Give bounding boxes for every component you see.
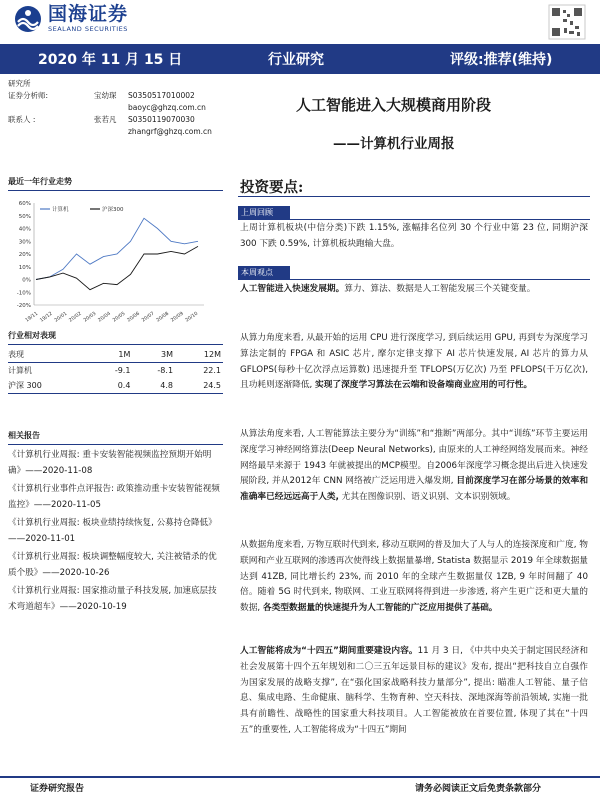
header-banner [0,44,600,74]
analyst-row [8,102,223,114]
x-tick-label: 19/12 [39,311,54,324]
trend-chart-svg [8,197,208,325]
divider [290,279,590,280]
analyst-info [8,78,223,138]
legend-label: 计算机 [52,207,69,213]
footer-disclaimer: 请务必阅读正文后免责条款部分 [415,784,542,794]
report-date: 2020 年 11 月 15 日 [38,52,183,68]
logo-name: 国海证券 [48,3,129,25]
x-tick-label: 20/01 [54,311,69,324]
series-line-csi300 [36,246,198,289]
institute-label: 研究所 [8,79,31,88]
analyst-row: 联系人 : 张若凡 S0350119070030 [8,115,195,124]
section-tag-view: 本周观点 [238,266,290,280]
y-tick-label: 60% [18,201,31,207]
performance-table [8,347,223,394]
related-reports-title: 相关报告 [8,430,223,445]
analyst-email[interactable]: baoyc@ghzq.com.cn [128,103,206,112]
view-paragraph-4: 从数据角度来看, 万物互联时代到来, 移动互联网的普及加大了人与人的连接深度和广度, 物联网和产业互联网的渗透再次使得线上数据量暴增, Statista 数据显示 2019 年全球数据量达到 41ZB, 同比增长约 23%, 而 2010 年的全球产生数据量仅 1ZB, 9 年时间翻了 40 倍。随着 5G 时代到来, 物联网、工业互联网将得到进一步渗透, 将产生更广泛和更大量的数据, 各类型数据量的快速提升为人工智能的广泛应用提供了基础。 [240,540,588,614]
related-report-link[interactable]: 《计算机行业周报: 板块业绩持续恢复, 公募持仓降低》——2020-11-01 [8,518,217,544]
table-header-row: 表现 1M 3M 12M [8,347,223,363]
legend-label: 沪深300 [102,207,124,213]
review-paragraph: 上周计算机板块(中信分类)下跌 1.15%, 涨幅排名位列 30 个行业中第 23 位, 同期沪深 300 下跌 0.59%, 计算机板块跑输大盘。 [240,223,588,249]
table-row: 计算机 -9.1 -8.1 22.1 [8,366,221,375]
key-points-title: 投资要点: [240,179,304,196]
x-tick-label: 20/05 [112,311,127,324]
divider [290,219,590,220]
logo [14,4,128,33]
table-row: 沪深 300 0.4 4.8 24.5 [8,378,223,394]
x-tick-label: 20/04 [97,311,112,324]
x-tick-label: 20/03 [83,311,98,324]
series-line-computer [36,218,198,279]
divider [238,196,590,197]
report-type: 行业研究 [268,52,324,68]
report-title: 人工智能进入大规模商用阶段 [296,96,492,114]
x-tick-label: 20/10 [184,311,200,324]
y-tick-label: -10% [16,290,31,297]
view-paragraph-5: 人工智能将成为“十四五”期间重要建设内容。11 月 3 日, 《中共中央关于制定国民经济和社会发展第十四个五年规划和二〇三五年远景目标的建议》发布, 提出“把科技自立自强作为国家发展的战略支撑”, 在“强化国家战略科技力量部分”, 提出: 瞄准人工智能、量子信息、集成电路、生命健康、脑科学、生物育种、空天科技、深地深海等前沿领域, 实施一批具有前瞻性、战略性的国家重大科技项目。人工智能被放在首要位置, 体现了其在“十四五”的重要性, 人工智能将成为“十四五”期间 [240,646,589,735]
analyst-row: 证券分析师: 宝幼琛 S0350517010002 [8,91,195,100]
view-paragraph-2: 从算力角度来看, 从最开始的运用 CPU 进行深度学习, 到后续运用 GPU, 再到专为深度学习算法定制的 FPGA 和 ASIC 芯片, 摩尔定律支撑下 AI 芯片快速发展, AI 芯片的算力从 GFLOPS(每秒十亿次浮点运算数) 迅速提升至 TFLOPS(万亿次) 乃至 PFLOPS(千万亿次), 且功耗则逐渐降低, 实现了深度学习算法在云端和设备端商业应用的可行性。 [240,333,588,391]
x-tick-label: 20/06 [126,311,141,324]
related-report-link[interactable]: 《计算机行业周报: 板块调整幅度较大, 关注被错杀的优质个股》——2020-10-26 [8,552,217,578]
logo-english: SEALAND SECURITIES [48,25,128,33]
y-tick-label: 30% [18,239,31,246]
contact-email[interactable]: zhangrf@ghzq.com.cn [128,127,212,136]
footer-left: 证券研究报告 [30,784,85,794]
y-tick-label: 40% [18,226,31,233]
y-tick-label: 0% [22,277,31,284]
stamp-icon [548,4,586,40]
analyst-row [8,126,223,138]
performance-title: 行业相对表现 [8,330,223,345]
report-rating: 评级:推荐(维持) [450,52,553,68]
y-tick-label: 20% [18,252,31,258]
related-report-link[interactable]: 《计算机行业事件点评报告: 政策推动重卡安装智能视频监控》——2020-11-05 [8,484,220,510]
chart-title: 最近一年行业走势 [8,176,223,191]
x-tick-label: 20/09 [170,311,185,324]
view-paragraph-1: 人工智能进入快速发展期。算力、算法、数据是人工智能发展三个关键变量。 [240,284,536,294]
view-paragraph-3: 从算法角度来看, 人工智能算法主要分为“训练”和“推断”两部分。其中“训练”环节主要运用深度学习神经网络算法(Deep Neural Networks), 由原来的人工神经网络发展而来。神经网络最早来源于 1943 年就被提出的MCP模型。自2006年深度学习概念提出后进入快速发展阶段, 并从2012年 CNN 网络被广泛运用进入爆发期, 目前深度学习在部分场景的效率和准确率已经远远高于人类, 尤其在图像识别、语义识别、文本识别领域。 [240,429,589,503]
section-tag-review: 上周回顾 [238,206,290,220]
sealand-logo-icon [14,5,42,33]
x-tick-label: 20/02 [68,311,83,324]
x-tick-label: 20/08 [155,311,171,324]
x-tick-label: 20/07 [141,311,156,324]
y-tick-label: 10% [18,264,31,271]
footer-divider [0,776,600,778]
report-subtitle: ——计算机行业周报 [333,136,455,152]
relative-performance [8,330,223,394]
related-report-link[interactable]: 《计算机行业周报: 国家推动量子科技发展, 加速底层技术弯道超车》——2020-10-19 [8,586,217,612]
y-tick-label: 50% [18,213,31,220]
x-tick-label: 19/11 [24,311,40,324]
related-report-link[interactable]: 《计算机行业周报: 重卡安装智能视频监控预期开始明确》——2020-11-08 [8,450,212,476]
related-reports [8,430,223,615]
industry-trend-chart [8,176,223,325]
y-tick-label: -20% [16,303,31,309]
